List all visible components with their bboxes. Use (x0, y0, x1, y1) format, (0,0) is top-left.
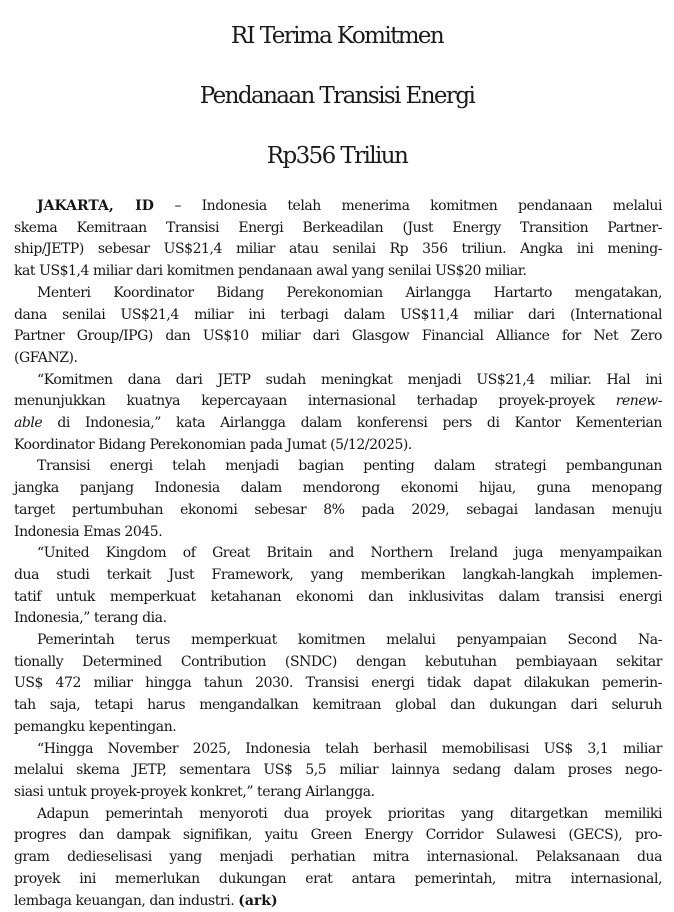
text-line: Indonesia Emas 2045. (14, 522, 662, 544)
paragraph-2 (14, 283, 662, 370)
text-line: able di Indonesia,” kata Airlangga dalam konferensi pers di Kantor Kementerian (14, 413, 662, 435)
text-line: Pemerintah terus memperkuat komitmen melalui penyampaian Second Na- (14, 630, 662, 652)
text-line: Adapun pemerintah menyoroti dua proyek prioritas yang ditargetkan memiliki (14, 804, 662, 826)
headline-line-2: Pendanaan Transisi Energi (0, 66, 674, 126)
text-line: dana senilai US$21,4 miliar ini terbagi dalam US$11,4 miliar dari (International (14, 305, 662, 327)
article-body (14, 196, 662, 912)
text-line: gram dedieselisasi yang menjadi perhatian mitra internasional. Pelaksanaan dua (14, 847, 662, 869)
text-line: JAKARTA, ID – Indonesia telah menerima komitmen pendanaan melalui (14, 196, 662, 218)
text-line: pemangku kepentingan. (14, 717, 662, 739)
text-line: “Komitmen dana dari JETP sudah meningkat menjadi US$21,4 miliar. Hal ini (14, 370, 662, 392)
dateline: JAKARTA, ID (37, 198, 154, 214)
text-line: proyek ini memerlukan dukungan erat antara pemerintah, mitra internasional, (14, 869, 662, 891)
text-line: lembaga keuangan, dan industri. (ark) (14, 891, 662, 912)
paragraph-5 (14, 543, 662, 630)
paragraph-6 (14, 630, 662, 739)
text-line: dua studi terkait Just Framework, yang memberikan langkah-langkah implemen- (14, 565, 662, 587)
text-line: US$ 472 miliar hingga tahun 2030. Transisi energi tidak dapat dilakukan pemerin- (14, 673, 662, 695)
italic-term: renew- (616, 393, 662, 409)
text-line: kat US$1,4 miliar dari komitmen pendanaan awal yang senilai US$20 miliar. (14, 261, 662, 283)
headline-line-1: RI Terima Komitmen (0, 6, 674, 66)
author-signature: (ark) (238, 893, 277, 909)
text-line: tionally Determined Contribution (SNDC) dengan kebutuhan pembiayaan sekitar (14, 652, 662, 674)
text-line: skema Kemitraan Transisi Energi Berkeadilan (Just Energy Transition Partner- (14, 218, 662, 240)
italic-term: able (14, 415, 42, 431)
paragraph-1 (14, 196, 662, 283)
paragraph-8 (14, 804, 662, 912)
headline (0, 0, 674, 186)
text-line: (GFANZ). (14, 348, 662, 370)
text-line: “Hingga November 2025, Indonesia telah berhasil memobilisasi US$ 3,1 miliar (14, 739, 662, 761)
text-line: siasi untuk proyek-proyek konkret,” terang Airlangga. (14, 782, 662, 804)
text-line: “United Kingdom of Great Britain and Northern Ireland juga menyampaikan (14, 543, 662, 565)
text-line: progres dan dampak signifikan, yaitu Green Energy Corridor Sulawesi (GECS), pro- (14, 825, 662, 847)
text-line: jangka panjang Indonesia dalam mendorong ekonomi hijau, guna menopang (14, 478, 662, 500)
text-line: Transisi energi telah menjadi bagian penting dalam strategi pembangunan (14, 456, 662, 478)
text-line: target pertumbuhan ekonomi sebesar 8% pada 2029, sebagai landasan menuju (14, 500, 662, 522)
text-line: menunjukkan kuatnya kepercayaan internasional terhadap proyek-proyek renew- (14, 391, 662, 413)
headline-line-3: Rp356 Triliun (0, 126, 674, 186)
paragraph-4 (14, 456, 662, 543)
text-line: Partner Group/IPG) dan US$10 miliar dari Glasgow Financial Alliance for Net Zero (14, 326, 662, 348)
paragraph-7 (14, 739, 662, 804)
text-line: tatif untuk memperkuat ketahanan ekonomi dan inklusivitas dalam transisi energi (14, 587, 662, 609)
text-line: Indonesia,” terang dia. (14, 608, 662, 630)
text-line: Koordinator Bidang Perekonomian pada Jumat (5/12/2025). (14, 435, 662, 457)
text-line: tah saja, tetapi harus mengandalkan kemitraan global dan dukungan dari seluruh (14, 695, 662, 717)
text-line: melalui skema JETP, sementara US$ 5,5 miliar lainnya sedang dalam proses nego- (14, 760, 662, 782)
paragraph-3 (14, 370, 662, 457)
text-line: Menteri Koordinator Bidang Perekonomian Airlangga Hartarto mengatakan, (14, 283, 662, 305)
text-line: ship/JETP) sebesar US$21,4 miliar atau senilai Rp 356 triliun. Angka ini mening- (14, 239, 662, 261)
